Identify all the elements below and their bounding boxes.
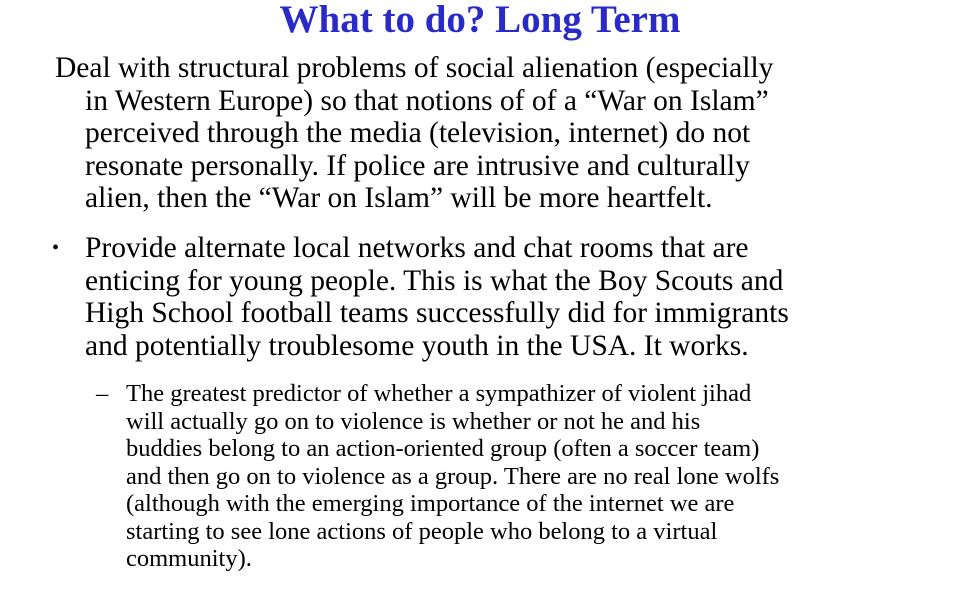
paragraph-line: resonate personally. If police are intrusive and culturally [85,149,750,182]
bullet-line: Provide alternate local networks and chat rooms that are [85,232,749,264]
sub-bullet-text [126,380,779,573]
paragraph-line: perceived through the media (television, internet) do not [85,117,751,149]
paragraph-line: in Western Europe) so that notions of of a “War on Islam” [85,84,769,117]
sub-bullet-line: The greatest predictor of whether a sympathizer of violent jihad [126,380,752,407]
sub-bullet-line: buddies belong to an action-oriented group (often a soccer team) [126,435,760,462]
bullet-text [85,232,789,362]
bullet-line: High School football teams successfully did for immigrants [85,297,789,329]
bullet-line: enticing for young people. This is what the Boy Scouts and [85,264,784,297]
sub-bullet-line: community). [126,545,252,572]
bullet-line: and potentially troublesome youth in the USA. It works. [85,329,749,362]
paragraph-line: alien, then the “War on Islam” will be more heartfelt. [85,182,713,214]
slide-title: What to do? Long Term [279,0,681,41]
paragraph-line: Deal with structural problems of social alienation (especially [55,52,774,84]
dash-icon: – [96,380,109,407]
sub-bullet-line: (although with the emerging importance of the internet we are [126,490,735,517]
sub-bullet-line: and then go on to violence as a group. There are no real lone wolfs [126,462,780,490]
sub-bullet-line: starting to see lone actions of people who belong to a virtual [126,517,718,545]
bullet-dot-icon: • [52,237,60,259]
paragraph-social-alienation [55,52,773,215]
sub-bullet-line: will actually go on to violence is whether or not he and his [126,407,701,435]
